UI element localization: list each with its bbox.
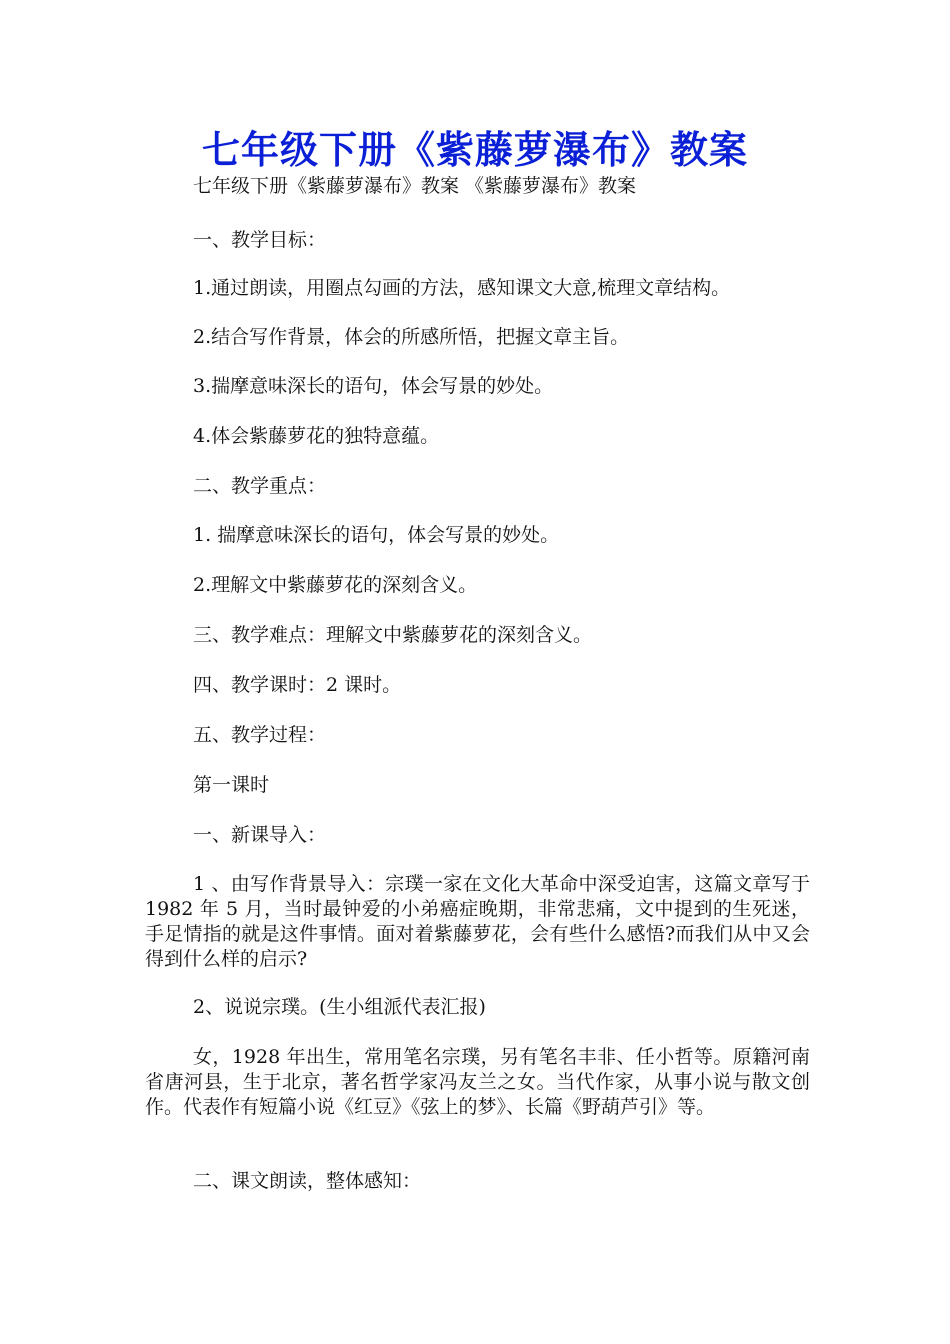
section-heading-process: 五、教学过程： — [193, 724, 327, 746]
section-heading-difficulties: 三、教学难点：理解文中紫藤萝花的深刻含义。 — [193, 624, 593, 646]
document-subtitle: 七年级下册《紫藤萝瀑布》教案 《紫藤萝瀑布》教案 — [193, 175, 637, 197]
objective-item: 3.揣摩意味深长的语句，体会写景的妙处。 — [193, 375, 554, 397]
objective-item: 2.结合写作背景，体会的所感所悟，把握文章主旨。 — [193, 326, 630, 348]
document-title: 七年级下册《紫藤萝瀑布》教案 — [201, 127, 748, 172]
step-heading-intro: 一、新课导入： — [193, 824, 327, 846]
objective-item: 4.体会紫藤萝花的独特意蕴。 — [193, 425, 440, 447]
section-heading-key-points: 二、教学重点： — [193, 475, 327, 497]
objective-item: 1.通过朗读，用圈点勾画的方法，感知课文大意,梳理文章结构。 — [193, 277, 731, 299]
key-point-item: 2.理解文中紫藤萝花的深刻含义。 — [193, 574, 478, 596]
key-point-item: 1. 揣摩意味深长的语句，体会写景的妙处。 — [193, 524, 560, 546]
paragraph-about-author: 2、说说宗璞。(生小组派代表汇报) — [193, 996, 486, 1018]
section-heading-objectives: 一、教学目标： — [193, 229, 327, 251]
paragraph-author-bio: 女，1928 年出生，常用笔名宗璞，另有笔名丰非、任小哲等。原籍河南省唐河县，生于北京，著名哲学家冯友兰之女。当代作家，从事小说与散文创作。代表作有短篇小说《红豆》《弦上的梦》、长篇《野葫芦引》等。 — [145, 1046, 810, 1118]
lesson-heading: 第一课时 — [193, 774, 270, 796]
section-heading-class-hours: 四、教学课时：2 课时。 — [193, 674, 402, 696]
step-heading-reading: 二、课文朗读，整体感知： — [193, 1170, 422, 1192]
paragraph-background-intro: 1 、由写作背景导入：宗璞一家在文化大革命中深受迫害，这篇文章写于 1982 年 5 月，当时最钟爱的小弟癌症晚期，非常悲痛，文中提到的生死迷，手足情指的就是这件事情。面对着紫藤萝花，会有些什么感悟?而我们从中又会得到什么样的启示? — [145, 873, 810, 970]
